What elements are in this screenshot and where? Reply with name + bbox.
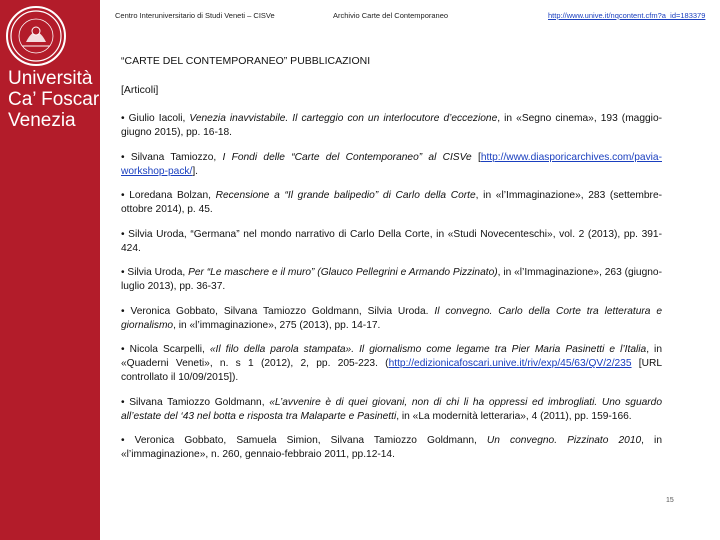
wordmark-line-3: Venezia — [8, 110, 76, 131]
seal-emblem-icon — [8, 8, 64, 64]
university-sidebar — [0, 0, 104, 540]
publication-entry — [121, 396, 662, 424]
header-url-link[interactable]: http://www.unive.it/nqcontent.cfm?a_id=183379 — [548, 11, 706, 20]
entry-link[interactable]: http://www.diasporicarchives.com/pavia-workshop-pack/ — [121, 151, 662, 177]
wordmark-line-2: Ca’ Foscari — [8, 89, 104, 110]
entry-authors: • Silvia Uroda, — [121, 228, 191, 240]
publication-entry — [121, 266, 662, 294]
section-heading: [Articoli] — [121, 84, 159, 96]
entry-details: , in «l’Immaginazione», 283 (settembre-ottobre 2014), p. 45. — [121, 190, 663, 215]
entry-details-end: [URL controllato il 10/09/2015]). — [121, 358, 663, 383]
header-archive-name: Archivio Carte del Contemporaneo — [333, 11, 449, 20]
entry-title: Recensione a “Il grande balipedio” di Carlo della Corte — [215, 190, 476, 201]
entry-details: , in «Segno cinema», 193 (maggio-giugno 2015), pp. 16-18. — [121, 113, 663, 138]
publication-entry — [121, 151, 662, 179]
entry-title: Un convegno. Pizzinato 2010 — [486, 435, 642, 446]
entry-details: , in «La modernità letteraria», 4 (2011), pp. 159-166. — [396, 410, 632, 422]
publication-entry — [121, 343, 662, 385]
entry-details: , in «l’immaginazione», n. 260, gennaio-febbraio 2011, pp.12-14. — [121, 435, 662, 460]
entry-title: «L’avvenire è di quei giovani, non di chi li ha oppressi ed imbrogliati. Uno sguardo all’estate del ‘43 nel botta e risposta tra Malaparte e Pasinetti — [121, 396, 662, 422]
entry-authors: • Giulio Iacoli, — [121, 113, 190, 124]
entry-link[interactable]: http://edizionicafoscari.unive.it/riv/exp/45/63/QV/2/235 — [388, 358, 632, 369]
university-seal-logo — [6, 6, 66, 66]
publication-entry — [121, 305, 662, 333]
entry-title: I Fondi delle “Carte del Contemporaneo” al CISVe — [222, 151, 472, 163]
entry-authors: • Silvana Tamiozzo, — [121, 151, 223, 163]
entry-details: [ — [471, 151, 481, 163]
entry-authors: • Loredana Bolzan, — [121, 190, 216, 201]
entry-title: “Germana” nel mondo narrativo di Carlo Della Corte — [190, 228, 430, 240]
entry-details: , in «l’immaginazione», 275 (2013), pp. 14-17. — [173, 319, 381, 331]
publication-entry — [121, 434, 662, 462]
page-number: 15 — [666, 497, 674, 504]
header-centre-name: Centro Interuniversitario di Studi Veneti – CISVe — [115, 11, 275, 20]
entry-title: Venezia inavvistabile. Il carteggio con un interlocutore d’eccezione — [189, 113, 498, 124]
entry-authors: • Veronica Gobbato, Samuela Simion, Silvana Tamiozzo Goldmann, — [121, 435, 487, 446]
university-wordmark — [8, 68, 104, 131]
entry-authors: • Silvia Uroda, — [121, 267, 189, 278]
entry-details: , in «Studi Novecenteschi», vol. 2 (2013), pp. 391-424. — [121, 228, 662, 254]
entry-authors: • Silvana Tamiozzo Goldmann, — [121, 396, 270, 408]
entry-title: Per “Le maschere e il muro” (Glauco Pellegrini e Armando Pizzinato) — [188, 267, 498, 278]
publication-entry — [121, 112, 662, 140]
publication-entry — [121, 228, 662, 256]
publication-entry — [121, 189, 662, 217]
wordmark-line-1: Università — [8, 68, 93, 89]
page-title: “CARTE DEL CONTEMPORANEO” PUBBLICAZIONI — [121, 55, 371, 67]
publication-list — [121, 112, 662, 473]
entry-title: «Il filo della parola stampata». Il giornalismo come legame tra Pier Maria Pasinetti e l’Italia — [209, 344, 647, 355]
entry-authors: • Nicola Scarpelli, — [121, 344, 210, 355]
entry-title: Il convegno. Carlo della Corte tra letteratura e giornalismo — [121, 305, 663, 331]
entry-details-end: ]. — [192, 165, 199, 177]
entry-details: , in «l’Immaginazione», 263 (giugno-luglio 2013), pp. 36-37. — [121, 267, 662, 292]
entry-details: , in «Quaderni Veneti», n. s 1 (2012), 2, pp. 205-223. ( — [121, 344, 662, 369]
entry-authors: • Veronica Gobbato, Silvana Tamiozzo Goldmann, Silvia Uroda. — [121, 305, 435, 317]
